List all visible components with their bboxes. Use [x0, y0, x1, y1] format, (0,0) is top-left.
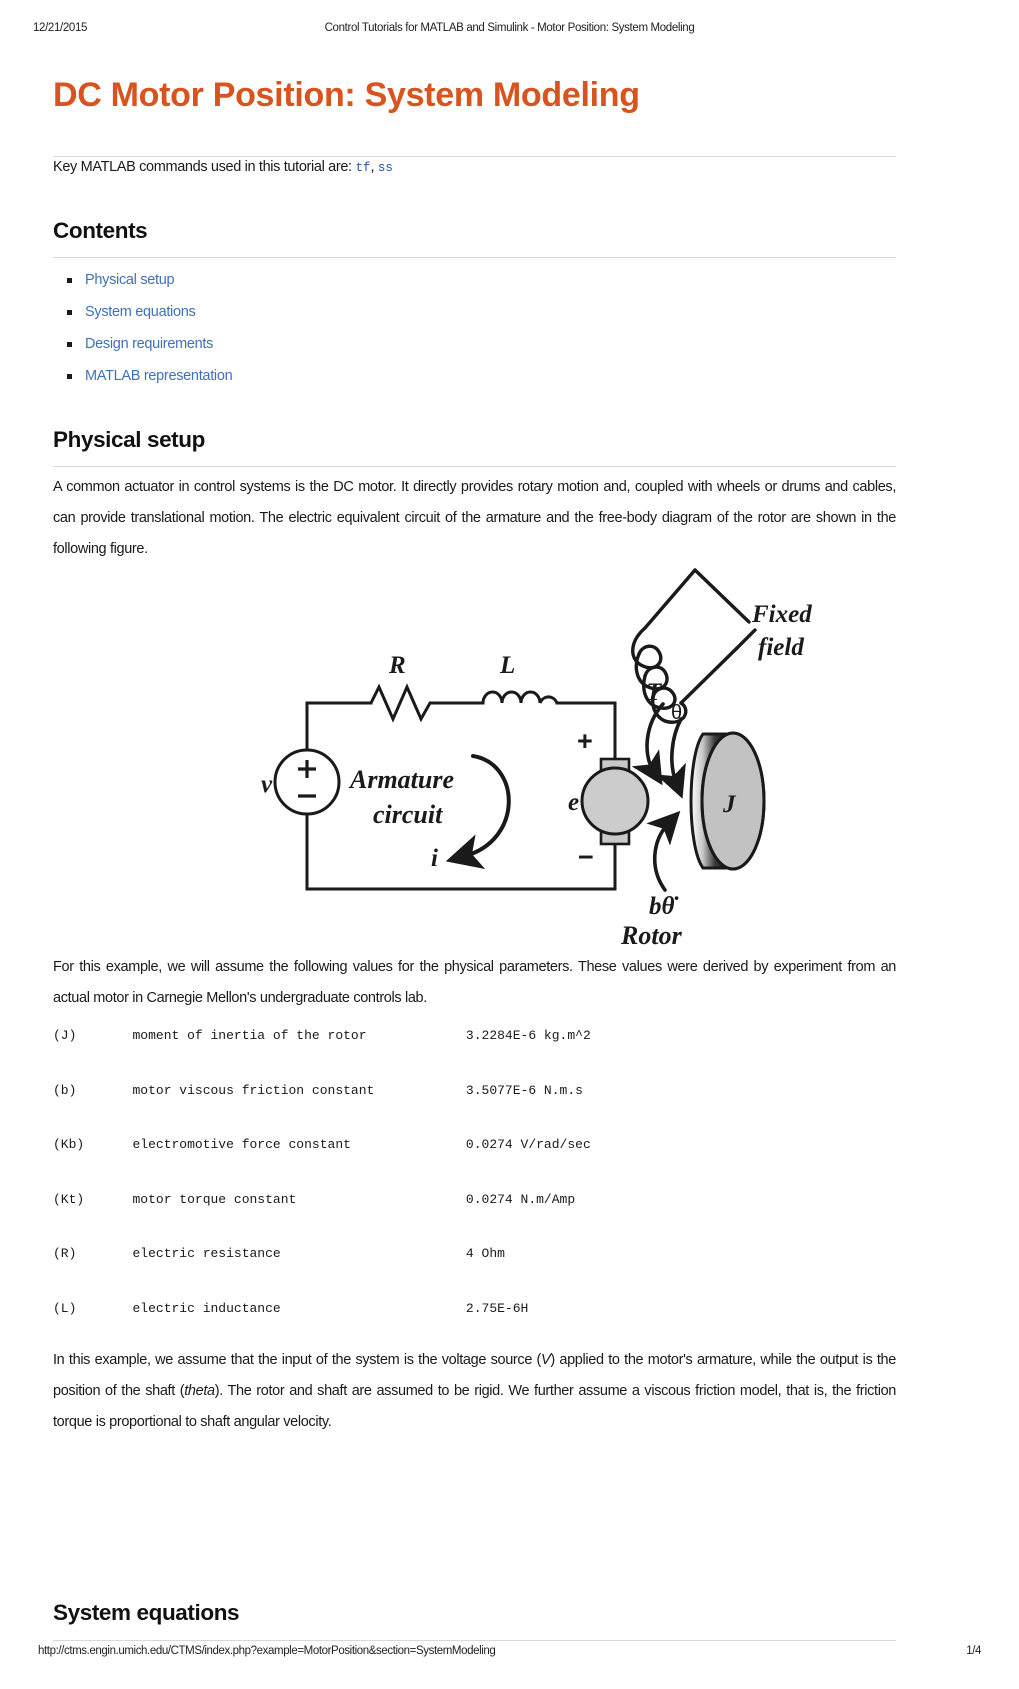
assumptions-paragraph [53, 1345, 896, 1438]
key-commands-line [53, 159, 393, 175]
param-symbol: (b) [53, 1082, 77, 1098]
table-row [53, 1028, 753, 1083]
assumptions-part-3: ). The rotor and shaft are assumed to be rigid. We further assume a viscous friction model, that is, the friction torque is proportional to shaft angular velocity. [53, 1383, 896, 1430]
print-header [0, 22, 1019, 38]
figure-label-v: v [261, 771, 273, 798]
param-description: motor viscous friction constant [132, 1082, 375, 1098]
param-value: 3.2284E-6 kg.m^2 [465, 1028, 591, 1043]
figure-label-armature-line2: circuit [373, 800, 443, 829]
divider-under-title [53, 156, 896, 157]
voltage-source-symbol [275, 750, 339, 814]
motor-symbol [582, 768, 648, 834]
print-footer-url: http://ctms.engin.umich.edu/CTMS/index.php?example=MotorPosition&section=SystemModeling [38, 1645, 496, 1657]
physical-setup-intro-paragraph: A common actuator in control systems is the DC motor. It directly provides rotary motion and, coupled with wheels or drums and cables, can provide translational motion. The electric equivalent circuit of the armature and the free-body diagram of the rotor are shown in the following figure. [53, 479, 896, 557]
print-footer-page-number: 1/4 [966, 1645, 981, 1657]
page-title: DC Motor Position: System Modeling [53, 76, 640, 114]
dc-motor-circuit-and-rotor-diagram [225, 556, 845, 946]
matlab-command-tf[interactable]: tf [355, 161, 371, 175]
param-description: electric inductance [132, 1300, 281, 1316]
matlab-command-ss[interactable]: ss [377, 161, 393, 175]
param-symbol: (Kb) [53, 1137, 85, 1152]
param-symbol: (Kt) [53, 1191, 85, 1207]
table-row [53, 1137, 753, 1192]
figure-label-e: e [568, 789, 580, 816]
table-row [53, 1192, 753, 1247]
toc-link-design-requirements[interactable]: Design requirements [85, 336, 214, 352]
contents-heading: Contents [53, 218, 148, 243]
figure-label-fixed-field-line1: Fixed [752, 601, 812, 628]
param-value: 3.5077E-6 N.m.s [465, 1082, 583, 1098]
system-equations-heading: System equations [53, 1600, 240, 1625]
divider-under-system-equations [53, 1640, 896, 1641]
figure-label-J: J [723, 791, 736, 818]
physical-setup-heading: Physical setup [53, 427, 205, 452]
key-commands-separator: , [370, 159, 378, 175]
toc-link-system-equations[interactable]: System equations [85, 304, 196, 320]
list-item [53, 296, 553, 328]
figure-label-fixed-field-line2: field [758, 634, 804, 661]
figure-label-L: L [500, 652, 516, 679]
assumptions-part-2: ) applied to the motor's armature, while the output is the position of the shaft ( [53, 1352, 896, 1399]
param-value: 0.0274 N.m/Amp [465, 1191, 576, 1207]
param-symbol: (J) [53, 1028, 77, 1043]
list-item [53, 360, 553, 392]
param-description: electric resistance [132, 1246, 281, 1261]
assumptions-part-1: In this example, we assume that the input of the system is the voltage source ( [53, 1352, 542, 1368]
param-symbol: (L) [53, 1300, 77, 1316]
inductor-symbol [483, 692, 557, 703]
figure-label-theta: θ [671, 702, 683, 724]
toc-link-physical-setup[interactable]: Physical setup [85, 272, 175, 288]
param-symbol: (R) [53, 1246, 77, 1261]
physical-parameters-paragraph: For this example, we will assume the following values for the physical parameters. These values were derived by experiment from an actual motor in Carnegie Mellon's undergraduate controls lab. [53, 959, 896, 1006]
theta-arrow [672, 719, 681, 782]
divider-under-contents [53, 257, 896, 258]
friction-arrow [655, 824, 668, 890]
figure-label-armature-line1: Armature [350, 765, 455, 794]
resistor-symbol [371, 687, 436, 719]
figure-label-T: T [646, 679, 662, 706]
divider-under-physical-setup [53, 466, 896, 467]
param-value: 2.75E-6H [465, 1300, 529, 1316]
param-value: 0.0274 V/rad/sec [465, 1137, 591, 1152]
table-row [53, 1083, 753, 1138]
figure-label-b-theta-dot: bθ̇ [649, 893, 675, 920]
list-item [53, 328, 553, 360]
param-description: electromotive force constant [132, 1137, 351, 1152]
param-description: motor torque constant [132, 1191, 297, 1207]
print-header-title: Control Tutorials for MATLAB and Simulink - Motor Position: System Modeling [324, 22, 695, 34]
param-description: moment of inertia of the rotor [132, 1028, 367, 1043]
list-item [53, 264, 553, 296]
table-of-contents [53, 264, 553, 392]
param-value: 4 Ohm [465, 1246, 505, 1261]
print-footer [0, 1645, 1019, 1663]
print-header-date: 12/21/2015 [33, 22, 88, 34]
table-row [53, 1246, 753, 1301]
figure-label-R: R [389, 652, 406, 679]
key-commands-prefix: Key MATLAB commands used in this tutorial are: [53, 159, 352, 175]
current-direction-arrow [465, 756, 509, 856]
physical-parameters-table [53, 1028, 753, 1355]
figure-label-plus: + [577, 726, 593, 756]
figure-label-rotor: Rotor [621, 921, 682, 946]
toc-link-matlab-representation[interactable]: MATLAB representation [85, 368, 233, 384]
assumptions-italic-V: V [541, 1352, 551, 1368]
figure-label-minus: − [578, 842, 594, 872]
figure-label-i: i [431, 845, 438, 872]
torque-arrow [647, 704, 663, 770]
assumptions-italic-theta: theta [184, 1383, 215, 1399]
